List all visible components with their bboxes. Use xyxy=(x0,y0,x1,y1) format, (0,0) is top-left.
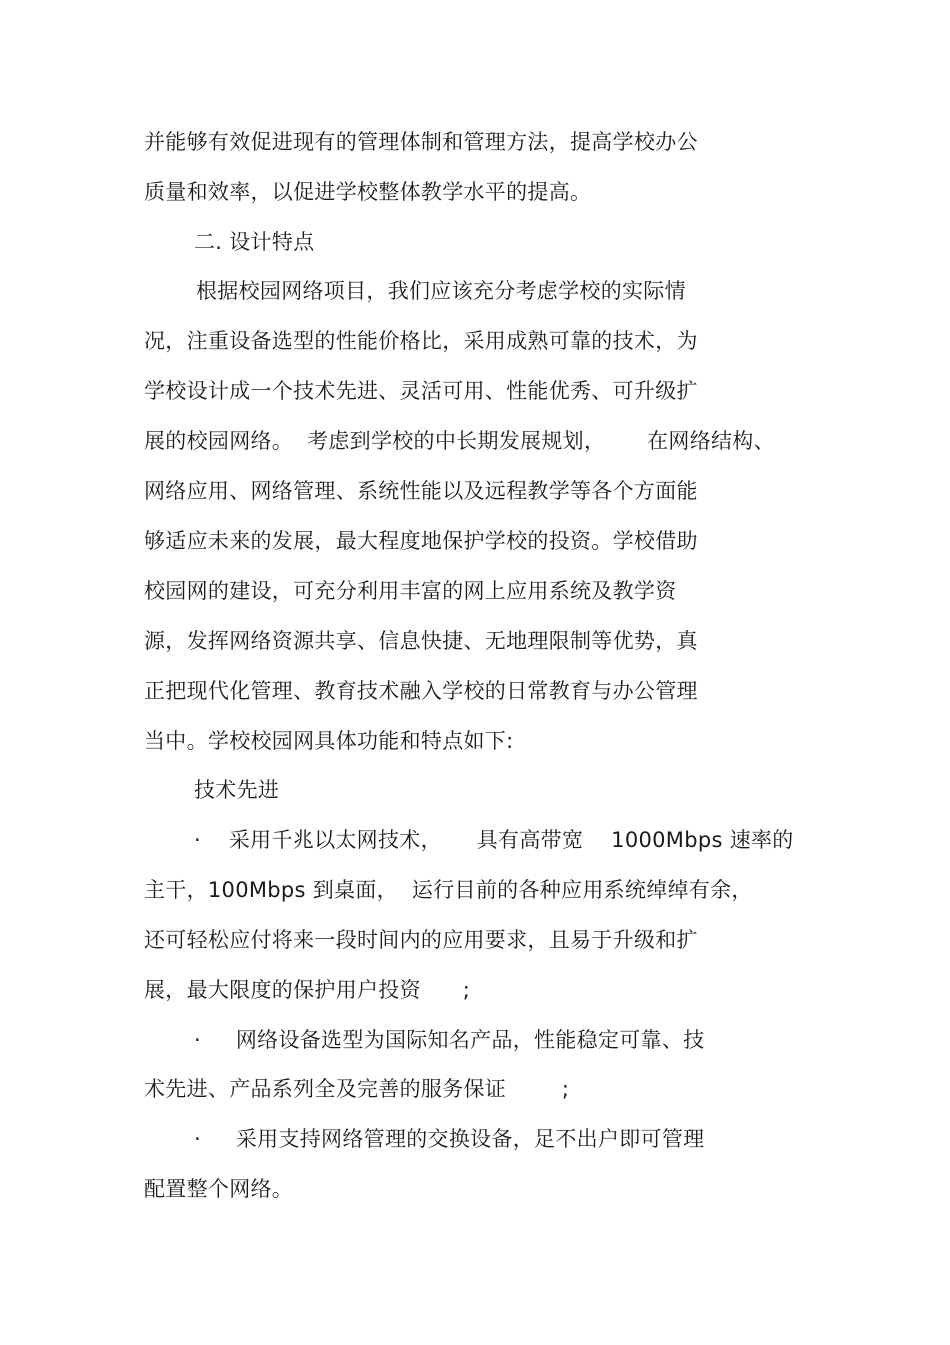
paragraph-line: 学校设计成一个技术先进、灵活可用、性能优秀、可升级扩 xyxy=(144,379,698,403)
paragraph-line: 展，最大限度的保护用户投资 ; xyxy=(144,978,471,1002)
paragraph-line: 况，注重设备选型的性能价格比，采用成熟可靠的技术，为 xyxy=(144,329,698,353)
bullet-line: · 网络设备选型为国际知名产品，性能稳定可靠、技 xyxy=(194,1028,705,1052)
paragraph-line: 并能够有效促进现有的管理体制和管理方法，提高学校办公 xyxy=(144,130,698,154)
paragraph-line: 配置整个网络。 xyxy=(144,1177,294,1201)
paragraph-line: 术先进、产品系列全及完善的服务保证 ; xyxy=(144,1077,570,1101)
paragraph-line: 根据校园网络项目，我们应该充分考虑学校的实际情 xyxy=(196,279,686,303)
paragraph-line: 校园网的建设，可充分利用丰富的网上应用系统及教学资 xyxy=(144,579,677,603)
bullet-line: · 采用支持网络管理的交换设备，足不出户即可管理 xyxy=(194,1127,705,1151)
paragraph-line: 主干，100Mbps 到桌面， 运行目前的各种应用系统绰绰有余， xyxy=(144,878,753,902)
paragraph-line: 源，发挥网络资源共享、信息快捷、无地理限制等优势，真 xyxy=(144,629,698,653)
subsection-heading: 技术先进 xyxy=(194,778,280,802)
paragraph-line: 当中。学校校园网具体功能和特点如下: xyxy=(144,729,514,753)
paragraph-line: 网络应用、网络管理、系统性能以及远程教学等各个方面能 xyxy=(144,479,698,503)
paragraph-line: 够适应未来的发展，最大程度地保护学校的投资。学校借助 xyxy=(144,529,698,553)
paragraph-line: 质量和效率，以促进学校整体教学水平的提高。 xyxy=(144,180,592,204)
paragraph-line: 还可轻松应付将来一段时间内的应用要求，且易于升级和扩 xyxy=(144,928,698,952)
paragraph-line: 正把现代化管理、教育技术融入学校的日常教育与办公管理 xyxy=(144,679,698,703)
paragraph-line: 展的校园网络。 考虑到学校的中长期发展规划， 在网络结构、 xyxy=(144,429,775,453)
section-heading: 二. 设计特点 xyxy=(194,230,315,254)
bullet-line: · 采用千兆以太网技术， 具有高带宽 1000Mbps 速率的 xyxy=(194,828,794,852)
